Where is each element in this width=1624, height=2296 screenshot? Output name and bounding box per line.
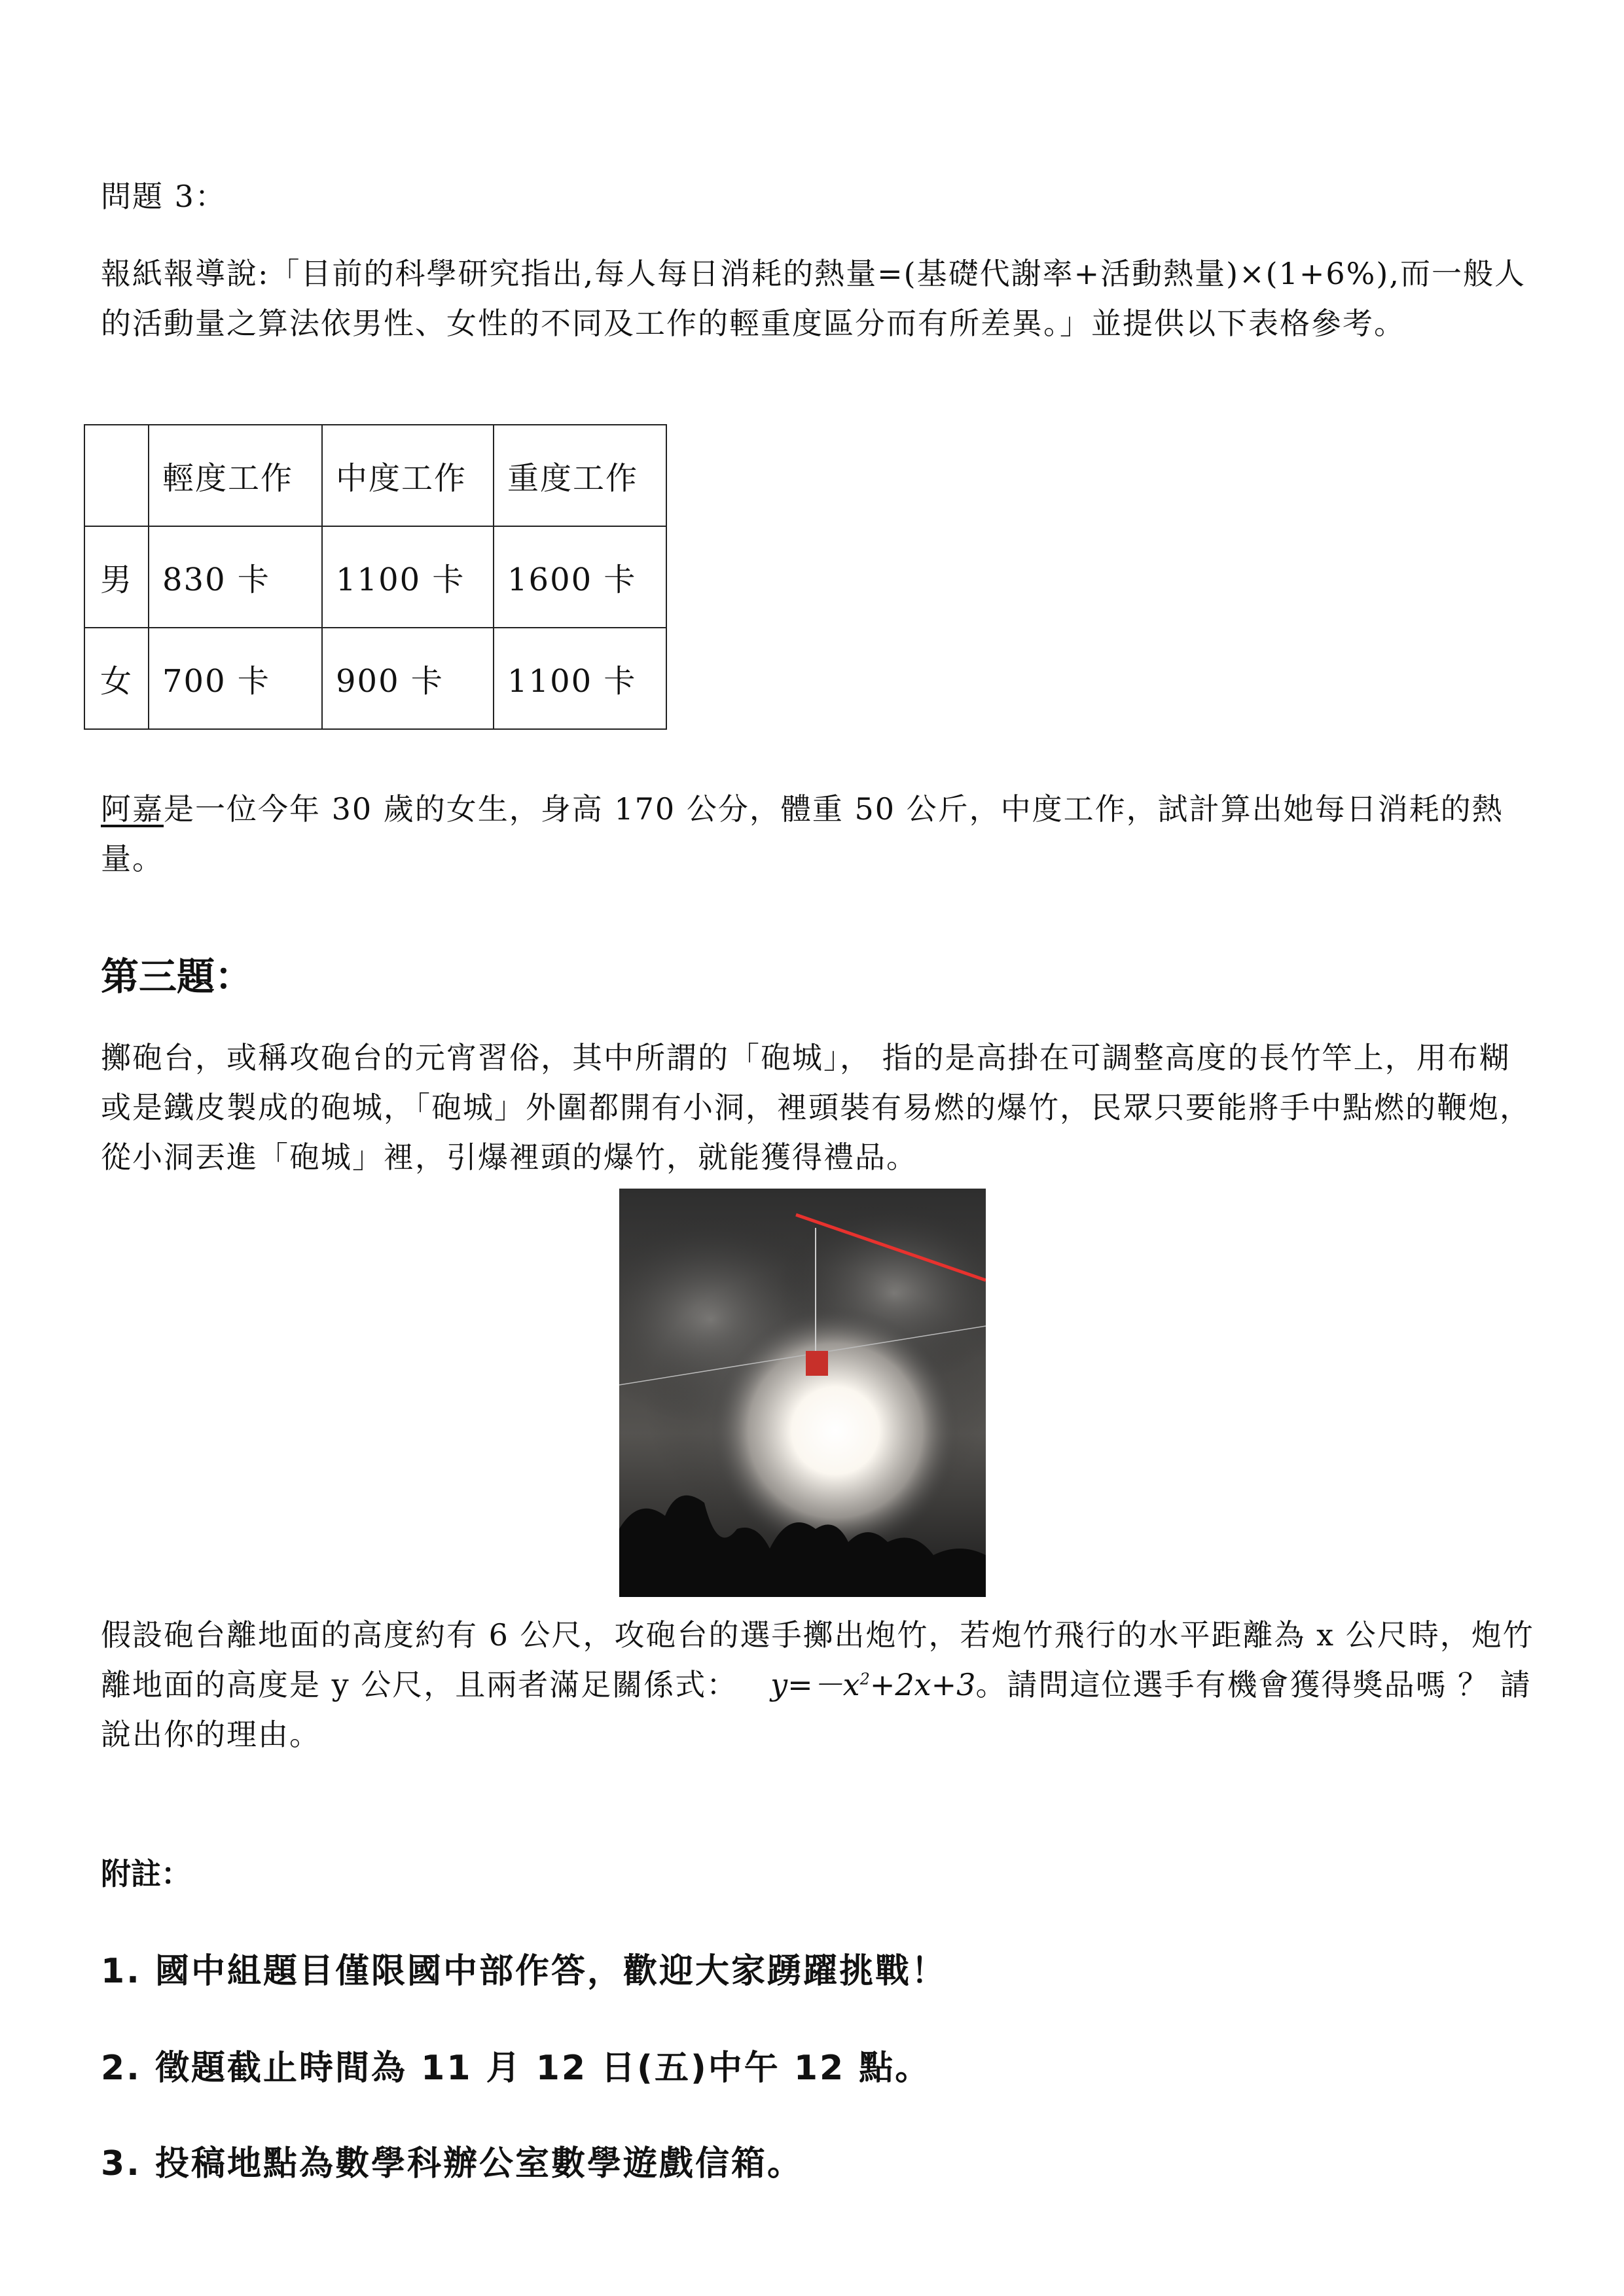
person-question-text: 是一位今年 30 歲的女生，身高 170 公分，體重 50 公斤，中度工作，試計算出她每日消耗的熱量。 xyxy=(101,791,1504,876)
note-item: 1. 國中組題目僅限國中部作答，歡迎大家踴躍挑戰！ xyxy=(101,1952,948,1991)
section-3-heading: 第三題： xyxy=(101,954,253,999)
table-row xyxy=(84,526,666,628)
table-cell: 900 卡 xyxy=(322,628,494,729)
note-item: 3. 投稿地點為數學科辦公室數學遊戲信箱。 xyxy=(101,2144,804,2183)
firecracker-fortress-photo xyxy=(619,1189,986,1597)
photo-illustration xyxy=(619,1189,986,1597)
header-light-work: 輕度工作 xyxy=(149,425,322,526)
note-item: 2. 徵題截止時間為 11 月 12 日(五)中午 12 點。 xyxy=(101,2049,931,2088)
notes-label: 附註： xyxy=(101,1856,191,1892)
header-heavy-work: 重度工作 xyxy=(494,425,666,526)
table-cell: 1100 卡 xyxy=(322,526,494,628)
person-name: 阿嘉 xyxy=(101,791,164,827)
row-label-female: 女 xyxy=(84,628,149,729)
table-cell: 830 卡 xyxy=(149,526,322,628)
section-3-intro-paragraph: 擲砲台，或稱攻砲台的元宵習俗，其中所謂的「砲城」， 指的是高掛在可調整高度的長竹竿上，用布糊或是鐵皮製成的砲城，「砲城」外圍都開有小洞，裡頭裝有易燃的爆竹，民眾只要能將手中點燃的鞭炮，從小洞丟進「砲城」裡，引爆裡頭的爆竹，就能獲得禮品。 xyxy=(101,1040,1531,1175)
table-header-row xyxy=(84,425,666,526)
quadratic-formula xyxy=(770,1667,975,1702)
table-row xyxy=(84,628,666,729)
table-cell: 700 卡 xyxy=(149,628,322,729)
formula-rhs: +2x+3 xyxy=(869,1667,976,1702)
formula-lhs: y=－x xyxy=(770,1667,860,1702)
calorie-table xyxy=(84,424,667,730)
question-3-label: 問題 3： xyxy=(101,179,226,214)
assumption-text-after: 。請問這位選手有機會獲得獎品嗎 ？ 請說出你的理由。 xyxy=(101,1667,1532,1752)
formula-exponent: 2 xyxy=(859,1670,870,1689)
row-label-male: 男 xyxy=(84,526,149,628)
header-medium-work: 中度工作 xyxy=(322,425,494,526)
newspaper-report-paragraph: 報紙報導說:「目前的科學研究指出,每人每日消耗的熱量=(基礎代謝率+活動熱量)×(1+6%),而一般人的活動量之算法依男性、女性的不同及工作的輕重度區分而有所差異。」並提供以下表格參考。 xyxy=(101,256,1526,341)
table-cell: 1600 卡 xyxy=(494,526,666,628)
person-question-paragraph xyxy=(101,784,1534,884)
table-corner-cell xyxy=(84,425,149,526)
assumption-text-before: 假設砲台離地面的高度約有 6 公尺，攻砲台的選手擲出炮竹，若炮竹飛行的水平距離為 x 公尺時，炮竹離地面的高度是 y 公尺，且兩者滿足關係式： xyxy=(101,1617,1534,1702)
table-cell: 1100 卡 xyxy=(494,628,666,729)
assumption-paragraph xyxy=(101,1610,1534,1759)
